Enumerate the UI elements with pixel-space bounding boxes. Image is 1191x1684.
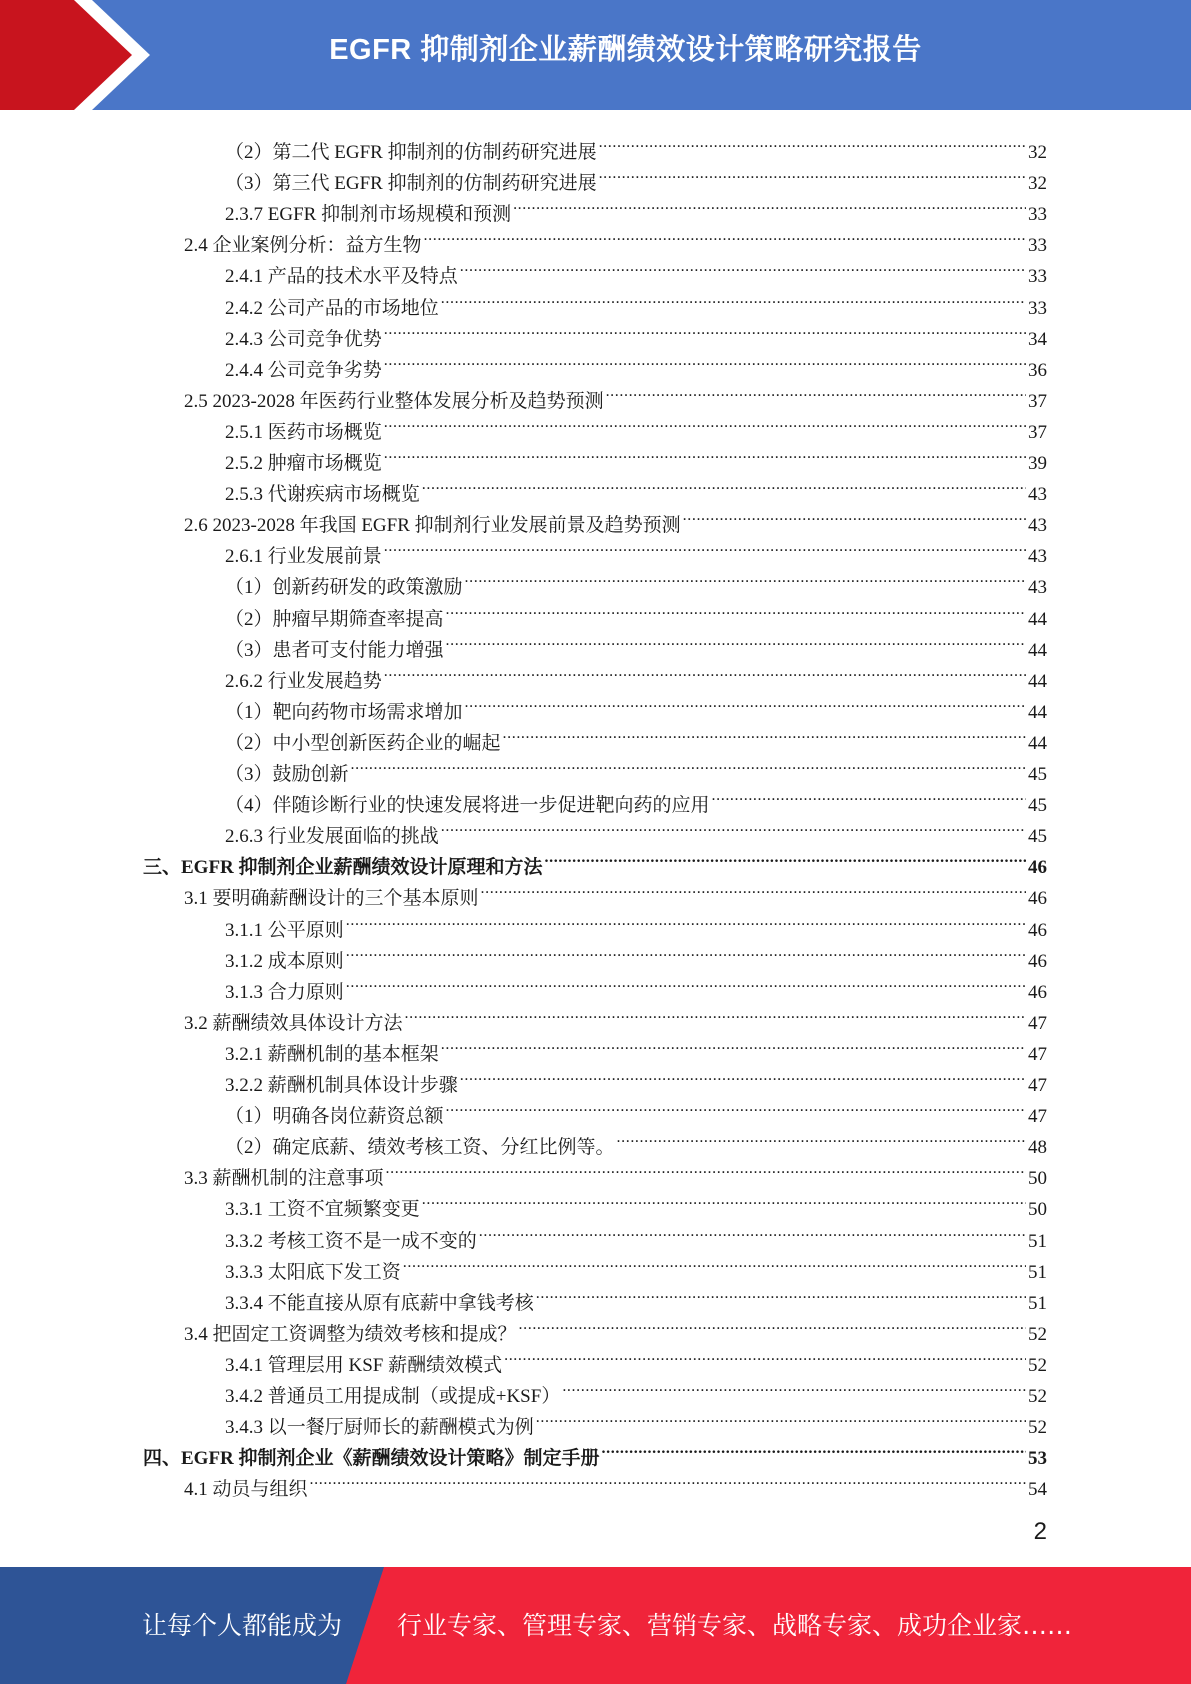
- toc-entry-label: 3.4.3 以一餐厅厨师长的薪酬模式为例: [225, 1417, 534, 1439]
- toc-entry[interactable]: [143, 1433, 1047, 1470]
- toc-entry-label: 3.1 要明确薪酬设计的三个基本原则: [184, 888, 479, 910]
- toc-dot-leader: [405, 998, 1026, 1029]
- toc-entry-label: （1）靶向药物市场需求增加: [225, 701, 463, 723]
- toc-dot-leader: [683, 500, 1026, 531]
- toc-entry-page: 44: [1028, 732, 1047, 754]
- toc-entry[interactable]: [225, 1402, 1047, 1439]
- toc-entry[interactable]: [225, 780, 1047, 817]
- toc-entry[interactable]: [225, 1216, 1047, 1252]
- toc-entry[interactable]: [225, 127, 1047, 163]
- toc-entry-label: 3.3.3 太阳底下发工资: [225, 1261, 401, 1283]
- toc-entry[interactable]: [225, 189, 1047, 226]
- toc-entry-label: （4）伴随诊断行业的快速发展将进一步促进靶向药的应用: [225, 795, 710, 817]
- toc-entry-label: 3.4 把固定工资调整为绩效考核和提成？: [184, 1323, 517, 1345]
- toc-entry-page: 44: [1028, 639, 1047, 661]
- toc-entry[interactable]: [184, 873, 1047, 910]
- toc-dot-leader: [599, 127, 1026, 158]
- toc-entry-label: （2）肿瘤早期筛查率提高: [225, 608, 444, 630]
- toc-entry-page: 47: [1028, 1012, 1047, 1034]
- toc-entry[interactable]: [225, 407, 1047, 443]
- toc-entry-page: 43: [1028, 484, 1047, 506]
- toc-entry-page: 52: [1028, 1323, 1047, 1345]
- toc-entry-label: 3.3.4 不能直接从原有底薪中拿钱考核: [225, 1292, 534, 1314]
- toc-entry-page: 51: [1028, 1230, 1047, 1252]
- toc-entry-page: 36: [1028, 359, 1047, 381]
- toc-entry-page: 45: [1028, 826, 1047, 848]
- toc-entry-page: 52: [1028, 1386, 1047, 1407]
- toc-dot-leader: [536, 1402, 1026, 1433]
- toc-entry-page: 54: [1028, 1479, 1047, 1501]
- toc-dot-leader: [712, 780, 1026, 811]
- toc-dot-leader: [460, 1060, 1026, 1091]
- toc-entry-page: 43: [1028, 546, 1047, 568]
- toc-entry[interactable]: [225, 687, 1047, 723]
- toc-dot-leader: [422, 1184, 1026, 1215]
- toc-entry-page: 46: [1028, 950, 1047, 972]
- toc-entry-label: 2.6.3 行业发展面临的挑战: [225, 826, 439, 848]
- toc-dot-leader: [617, 1122, 1026, 1153]
- toc-dot-leader: [602, 1433, 1026, 1464]
- toc-entry-label: 2.6.2 行业发展趋势: [225, 670, 382, 692]
- toc-entry-label: 3.4.2 普通员工用提成制（或提成+KSF）: [225, 1386, 561, 1407]
- toc-entry[interactable]: [184, 500, 1047, 537]
- toc-entry-page: 45: [1028, 764, 1047, 785]
- toc-entry[interactable]: [225, 345, 1047, 381]
- toc-entry-page: 48: [1028, 1137, 1047, 1159]
- toc-dot-leader: [384, 407, 1026, 438]
- toc-entry-label: 2.5.3 代谢疾病市场概览: [225, 484, 420, 506]
- toc-entry-label: 3.3 薪酬机制的注意事项: [184, 1168, 384, 1190]
- toc-entry-page: 43: [1028, 515, 1047, 537]
- toc-dot-leader: [606, 376, 1026, 407]
- toc-dot-leader: [386, 1153, 1026, 1184]
- toc-entry-page: 44: [1028, 701, 1047, 723]
- toc-dot-leader: [346, 967, 1026, 998]
- toc-entry-label: 3.1.2 成本原则: [225, 950, 344, 972]
- toc-entry[interactable]: [225, 1247, 1047, 1283]
- toc-dot-leader: [310, 1464, 1026, 1495]
- toc-entry-page: 32: [1028, 173, 1047, 195]
- toc-entry-page: 46: [1028, 981, 1047, 1003]
- toc-entry-page: 51: [1028, 1292, 1047, 1314]
- toc-entry-label: （3）鼓励创新: [225, 764, 349, 785]
- toc-entry[interactable]: [225, 905, 1047, 941]
- toc-entry-label: 4.1 动员与组织: [184, 1479, 308, 1501]
- toc-dot-leader: [446, 594, 1026, 625]
- toc-entry-page: 32: [1028, 142, 1047, 163]
- footer-slogan-right: 行业专家、管理专家、营销专家、战略专家、成功企业家……: [397, 1611, 1073, 1640]
- toc-dot-leader: [599, 158, 1026, 189]
- toc-entry-page: 46: [1028, 888, 1047, 910]
- toc-entry[interactable]: [184, 1464, 1047, 1501]
- toc-dot-leader: [479, 1216, 1026, 1247]
- toc-entry[interactable]: [225, 967, 1047, 1003]
- toc-entry[interactable]: [225, 936, 1047, 972]
- toc-dot-leader: [446, 1091, 1026, 1122]
- toc-dot-leader: [504, 1340, 1026, 1371]
- toc-entry[interactable]: [225, 656, 1047, 692]
- toc-entry-page: 37: [1028, 390, 1047, 412]
- toc-entry[interactable]: [184, 1153, 1047, 1190]
- toc-entry-label: 2.4.4 公司竞争劣势: [225, 359, 382, 381]
- toc-dot-leader: [384, 531, 1026, 562]
- toc-dot-leader: [384, 656, 1026, 687]
- toc-entry[interactable]: [225, 625, 1047, 661]
- toc-entry[interactable]: [225, 749, 1047, 785]
- toc-entry-label: （1）明确各岗位薪资总额: [225, 1106, 444, 1128]
- toc-entry[interactable]: [225, 158, 1047, 195]
- toc-entry[interactable]: [225, 1371, 1047, 1407]
- toc-entry-page: 45: [1028, 795, 1047, 817]
- toc-entry-label: （3）第三代 EGFR 抑制剂的仿制药研究进展: [225, 173, 597, 195]
- toc-entry-label: 3.4.1 管理层用 KSF 薪酬绩效模式: [225, 1354, 503, 1376]
- toc-entry-page: 46: [1028, 857, 1047, 879]
- toc-dot-leader: [513, 189, 1026, 220]
- toc-entry-page: 52: [1028, 1417, 1047, 1439]
- toc-entry-page: 34: [1028, 328, 1047, 350]
- toc-entry[interactable]: [184, 376, 1047, 412]
- toc-entry[interactable]: [143, 842, 1047, 879]
- toc-entry[interactable]: [184, 220, 1047, 257]
- toc-entry-label: 2.3.7 EGFR 抑制剂市场规模和预测: [225, 204, 512, 226]
- toc-entry-page: 44: [1028, 608, 1047, 630]
- toc-dot-leader: [441, 811, 1026, 842]
- toc-entry-page: 50: [1028, 1168, 1047, 1190]
- toc-entry-label: 2.4 企业案例分析：益方生物: [184, 235, 422, 257]
- toc-entry-label: 3.2.2 薪酬机制具体设计步骤: [225, 1075, 458, 1096]
- toc-entry-page: 52: [1028, 1354, 1047, 1376]
- toc-entry-label: 2.5.2 肿瘤市场概览: [225, 453, 382, 474]
- toc-entry[interactable]: [225, 811, 1047, 848]
- toc-dot-leader: [441, 283, 1026, 314]
- toc-dot-leader: [441, 1029, 1026, 1060]
- toc-dot-leader: [545, 842, 1026, 873]
- report-title: EGFR 抑制剂企业薪酬绩效设计策略研究报告: [329, 34, 922, 66]
- toc-entry-label: （1）创新药研发的政策激励: [225, 577, 463, 599]
- toc-dot-leader: [346, 936, 1026, 967]
- toc-entry-label: 2.6 2023-2028 年我国 EGFR 抑制剂行业发展前景及趋势预测: [184, 515, 681, 537]
- toc-dot-leader: [424, 220, 1026, 251]
- toc-entry-label: 3.2.1 薪酬机制的基本框架: [225, 1043, 439, 1065]
- toc-dot-leader: [346, 905, 1026, 936]
- toc-entry-label: 2.4.2 公司产品的市场地位: [225, 297, 439, 319]
- header-chevron-red: [0, 0, 150, 110]
- toc-dot-leader: [536, 1278, 1026, 1309]
- toc-entry-page: 33: [1028, 297, 1047, 319]
- toc-dot-leader: [465, 562, 1026, 593]
- toc-entry-page: 37: [1028, 421, 1047, 443]
- toc-entry-label: （2）中小型创新医药企业的崛起: [225, 732, 501, 754]
- toc-entry[interactable]: [225, 1184, 1047, 1221]
- toc-entry-label: 2.4.1 产品的技术水平及特点: [225, 266, 458, 288]
- toc-dot-leader: [562, 1371, 1026, 1402]
- toc-dot-leader: [503, 718, 1026, 749]
- toc-entry[interactable]: [225, 562, 1047, 599]
- toc-entry[interactable]: [184, 1309, 1047, 1345]
- toc-entry-page: 33: [1028, 266, 1047, 288]
- toc-entry[interactable]: [225, 469, 1047, 506]
- toc-entry-page: 44: [1028, 670, 1047, 692]
- toc-dot-leader: [351, 749, 1026, 780]
- toc-entry-label: （2）确定底薪、绩效考核工资、分红比例等。: [225, 1137, 615, 1159]
- toc-entry-label: （2）第二代 EGFR 抑制剂的仿制药研究进展: [225, 142, 597, 163]
- toc-dot-leader: [460, 251, 1026, 282]
- toc-entry-label: 2.4.3 公司竞争优势: [225, 328, 382, 350]
- toc-entry-label: 2.6.1 行业发展前景: [225, 546, 382, 568]
- toc-dot-leader: [384, 438, 1026, 469]
- toc-entry[interactable]: [225, 1278, 1047, 1314]
- toc-entry-page: 47: [1028, 1106, 1047, 1128]
- toc-entry[interactable]: [225, 531, 1047, 568]
- toc-entry-page: 47: [1028, 1043, 1047, 1065]
- toc-entry-page: 46: [1028, 919, 1047, 941]
- toc-entry[interactable]: [225, 438, 1047, 474]
- toc-dot-leader: [384, 345, 1026, 376]
- toc-dot-leader: [384, 314, 1026, 345]
- toc-entry-label: 三、EGFR 抑制剂企业薪酬绩效设计原理和方法: [143, 857, 543, 879]
- toc-entry-page: 43: [1028, 577, 1047, 599]
- toc-entry-page: 47: [1028, 1075, 1047, 1096]
- toc-entry[interactable]: [225, 718, 1047, 754]
- toc-entry[interactable]: [225, 1060, 1047, 1096]
- toc-entry[interactable]: [225, 594, 1047, 630]
- toc-entry-page: 39: [1028, 453, 1047, 474]
- toc-entry[interactable]: [225, 1340, 1047, 1376]
- toc-entry[interactable]: [184, 998, 1047, 1034]
- toc-entry-page: 53: [1028, 1448, 1047, 1470]
- toc-entry-page: 33: [1028, 235, 1047, 257]
- toc-entry-label: 2.5.1 医药市场概览: [225, 421, 382, 443]
- toc-entry-label: （3）患者可支付能力增强: [225, 639, 444, 661]
- toc-entry-page: 33: [1028, 204, 1047, 226]
- toc-entry[interactable]: [225, 1091, 1047, 1128]
- toc-entry[interactable]: [225, 251, 1047, 288]
- toc-entry-page: 51: [1028, 1261, 1047, 1283]
- toc-entry[interactable]: [225, 1029, 1047, 1065]
- toc-entry[interactable]: [225, 1122, 1047, 1159]
- toc-entry[interactable]: [225, 314, 1047, 350]
- toc-entry-label: 3.2 薪酬绩效具体设计方法: [184, 1012, 403, 1034]
- toc-dot-leader: [481, 873, 1026, 904]
- toc-entry-label: 3.1.3 合力原则: [225, 981, 344, 1003]
- toc-entry[interactable]: [225, 283, 1047, 319]
- toc-dot-leader: [446, 625, 1026, 656]
- toc-dot-leader: [422, 469, 1026, 500]
- toc-entry-page: 50: [1028, 1199, 1047, 1221]
- footer-slogan-left: 让每个人都能成为: [142, 1611, 343, 1640]
- toc-dot-leader: [465, 687, 1026, 718]
- page-footer: [0, 1567, 1191, 1684]
- toc-dot-leader: [519, 1309, 1026, 1340]
- toc-entry-label: 2.5 2023-2028 年医药行业整体发展分析及趋势预测: [184, 390, 604, 412]
- toc-entry-label: 3.3.1 工资不宜频繁变更: [225, 1199, 420, 1221]
- page-number: 2: [1033, 1518, 1047, 1545]
- toc-entry-label: 3.3.2 考核工资不是一成不变的: [225, 1230, 477, 1252]
- toc-entry-label: 四、EGFR 抑制剂企业《薪酬绩效设计策略》制定手册: [143, 1448, 600, 1470]
- toc-entry-label: 3.1.1 公平原则: [225, 919, 344, 941]
- toc-dot-leader: [403, 1247, 1026, 1278]
- page-header: [0, 0, 1191, 110]
